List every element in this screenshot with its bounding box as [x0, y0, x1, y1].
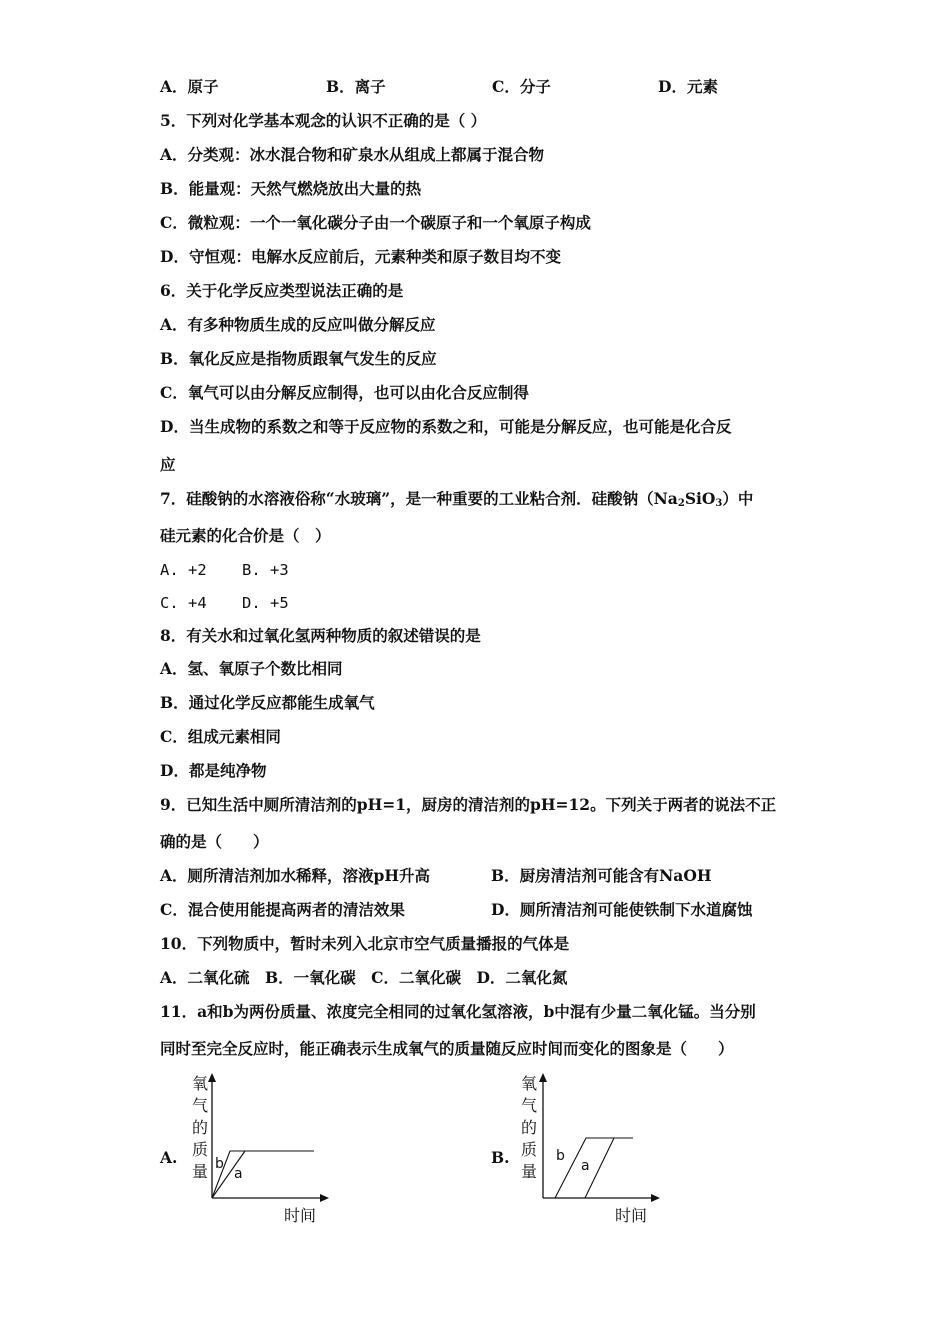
q7-stem-part2: SiO [684, 489, 716, 508]
graph-b-ylabel-char: 质 [520, 1140, 537, 1159]
q7-option-d: D. +5 [242, 594, 289, 612]
q7-stem-line1 [160, 489, 753, 514]
graph-b-label-b: b [556, 1148, 565, 1164]
graph-a-line-b [212, 1151, 314, 1198]
q9-option-b: B．厨房清洁剂可能含有NaOH [491, 866, 712, 885]
graph-b-xlabel: 时间 [615, 1206, 648, 1225]
q7-stem-part3: ）中 [722, 489, 754, 508]
graph-b-ylabel-char: 氧 [520, 1074, 537, 1093]
graph-b-line-b [555, 1138, 633, 1198]
graph-a-ylabel-char: 量 [191, 1162, 208, 1181]
q5-option-c: C．微粒观：一个一氧化碳分子由一个碳原子和一个氧原子构成 [160, 213, 591, 232]
q7-option-c: C. +4 [160, 594, 207, 612]
graph-b-y-arrow [539, 1073, 547, 1082]
graph-a-xlabel: 时间 [284, 1206, 317, 1225]
q7-option-b: B. +3 [242, 561, 289, 579]
graph-b-label-a: a [581, 1158, 590, 1174]
graph-a-label-b: b [215, 1156, 224, 1172]
q8-option-c: C．组成元素相同 [160, 727, 281, 746]
q7-stem-part1: 7．硅酸钠的水溶液俗称“水玻璃”，是一种重要的工业粘合剂．硅酸钠（Na [160, 489, 678, 508]
q6-option-b: B．氧化反应是指物质跟氧气发生的反应 [160, 349, 437, 368]
graph-b-ylabel-char: 气 [520, 1096, 537, 1115]
q11-graph-b [491, 1070, 671, 1230]
q9-option-d: D．厕所清洁剂可能使铁制下水道腐蚀 [491, 900, 753, 919]
q9-stem-line2: 确的是（ ） [160, 832, 269, 851]
q11-stem-line2: 同时至完全反应时，能正确表示生成氧气的质量随反应时间而变化的图象是（ ） [160, 1039, 734, 1058]
q4-option-b: B．离子 [326, 77, 386, 96]
q7-sub1: 2 [677, 498, 685, 509]
q5-stem: 5．下列对化学基本观念的认识不正确的是（ ） [160, 111, 487, 130]
q4-option-c: C．分子 [492, 77, 551, 96]
graph-b-ylabel-char: 量 [520, 1162, 537, 1181]
q7-option-a: A. +2 [160, 561, 207, 579]
graph-a-x-arrow [320, 1194, 329, 1202]
graph-a-label-a: a [234, 1166, 243, 1182]
q6-stem: 6．关于化学反应类型说法正确的是 [160, 281, 404, 300]
q5-option-a: A．分类观：冰水混合物和矿泉水从组成上都属于混合物 [160, 145, 545, 164]
q7-sub2: 3 [715, 498, 723, 509]
q4-option-a: A．原子 [160, 77, 219, 96]
graph-b-ylabel-char: 的 [520, 1118, 537, 1137]
graph-a-ylabel-char: 质 [191, 1140, 208, 1159]
q10-options: A．二氧化硫 B．一氧化碳 C．二氧化碳 D．二氧化氮 [160, 968, 568, 987]
graph-a-ylabel-char: 的 [191, 1118, 208, 1137]
q6-option-a: A．有多种物质生成的反应叫做分解反应 [160, 315, 436, 334]
q7-stem-line2: 硅元素的化合价是（ ） [160, 526, 331, 545]
q8-option-d: D．都是纯净物 [160, 761, 267, 780]
q4-option-d: D．元素 [658, 77, 718, 96]
q8-option-a: A．氢、氧原子个数比相同 [160, 659, 343, 678]
graph-b-x-arrow [651, 1194, 660, 1202]
graph-a-ylabel-char: 气 [191, 1096, 208, 1115]
q9-option-c: C．混合使用能提高两者的清洁效果 [160, 900, 405, 919]
q6-option-d-line2: 应 [160, 455, 176, 474]
q9-stem-line1: 9．已知生活中厕所清洁剂的pH=1，厨房的清洁剂的pH=12。下列关于两者的说法不正 [160, 795, 777, 814]
graph-a-y-arrow [208, 1073, 216, 1082]
graph-a-option-label: A. [160, 1148, 178, 1167]
q6-option-d-line1: D．当生成物的系数之和等于反应物的系数之和，可能是分解反应，也可能是化合反 [160, 417, 732, 436]
q8-stem: 8．有关水和过氧化氢两种物质的叙述错误的是 [160, 626, 481, 645]
q11-graph-a [160, 1070, 340, 1230]
q11-stem-line1: 11．a和b为两份质量、浓度完全相同的过氧化氢溶液，b中混有少量二氧化锰。当分别 [160, 1002, 756, 1021]
q5-option-b: B．能量观：天然气燃烧放出大量的热 [160, 179, 422, 198]
graph-a-ylabel-char: 氧 [191, 1074, 208, 1093]
q8-option-b: B．通过化学反应都能生成氧气 [160, 693, 375, 712]
graph-b-option-label: B. [491, 1148, 510, 1167]
q6-option-c: C．氧气可以由分解反应制得，也可以由化合反应制得 [160, 383, 529, 402]
q9-option-a: A．厕所清洁剂加水稀释，溶液pH升高 [160, 866, 431, 885]
q10-stem: 10．下列物质中，暂时未列入北京市空气质量播报的气体是 [160, 934, 570, 953]
q5-option-d: D．守恒观：电解水反应前后，元素种类和原子数目均不变 [160, 247, 561, 266]
